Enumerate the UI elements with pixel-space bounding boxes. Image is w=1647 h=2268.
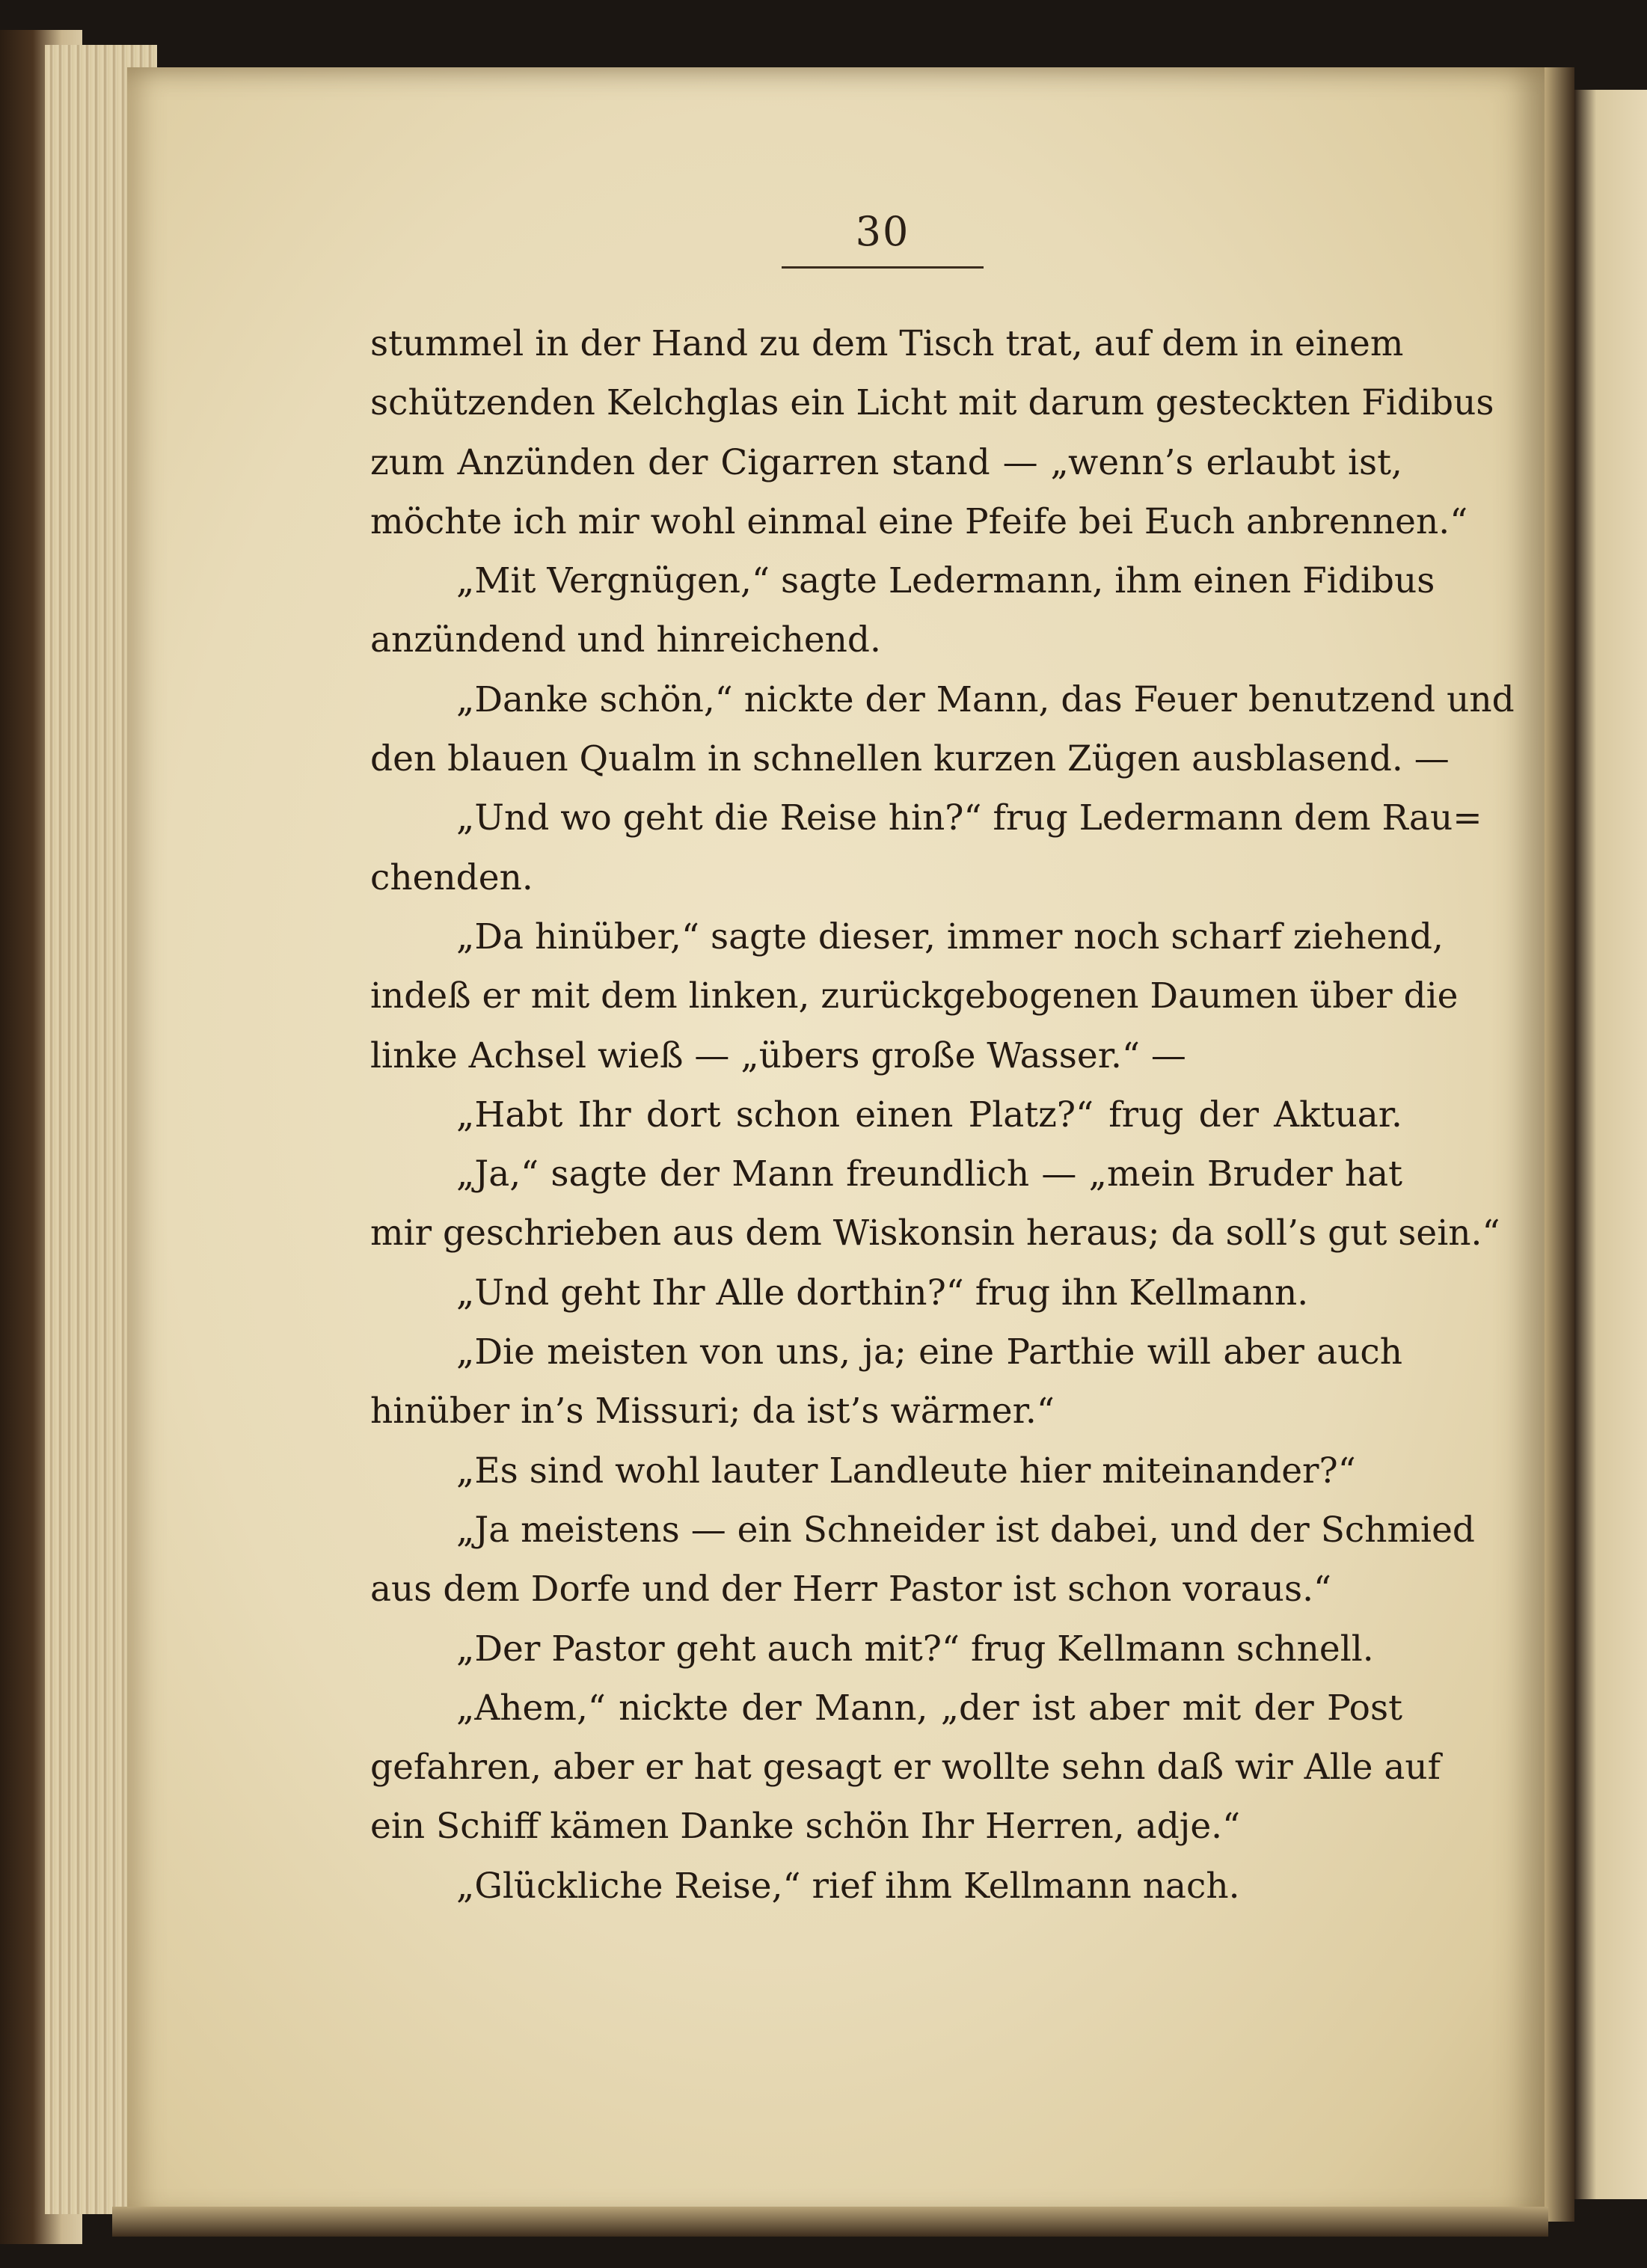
text-line: hinüber in’s Missuri; da ist’s wärmer.“	[370, 1391, 1055, 1432]
text-line: zum Anzünden der Cigarren stand — „wenn’s erlaubt ist,	[370, 441, 1402, 483]
facing-page-edge	[1574, 90, 1647, 2199]
text-line: „Ja,“ sagte der Mann freundlich — „mein Bruder hat	[456, 1153, 1402, 1195]
text-line: „Es sind wohl lauter Landleute hier miteinander?“	[456, 1450, 1356, 1492]
text-line: ein Schiff kämen Danke schön Ihr Herren, adje.“	[370, 1806, 1241, 1848]
text-line: möchte ich mir wohl einmal eine Pfeife bei Euch anbrennen.“	[370, 500, 1468, 542]
text-line: schützenden Kelchglas ein Licht mit darum gesteckten Fidibus	[370, 382, 1494, 424]
text-line: „Da hinüber,“ sagte dieser, immer noch scharf ziehend,	[456, 916, 1444, 957]
text-line: „Ahem,“ nickte der Mann, „der ist aber mit der Post	[456, 1687, 1402, 1729]
book-gutter	[1545, 67, 1574, 2222]
text-line: indeß er mit dem linken, zurückgebogenen Daumen über die	[370, 975, 1459, 1017]
text-line: „Und geht Ihr Alle dorthin?“ frug ihn Kellmann.	[456, 1272, 1309, 1314]
page-bottom-edge	[112, 2207, 1548, 2237]
text-line: chenden.	[370, 856, 533, 898]
text-line: gefahren, aber er hat gesagt er wollte sehn daß wir Alle auf	[370, 1747, 1441, 1789]
text-line: den blauen Qualm in schnellen kurzen Zügen ausblasend. —	[370, 738, 1450, 780]
text-line: aus dem Dorfe und der Herr Pastor ist schon voraus.“	[370, 1569, 1332, 1610]
text-line: „Und wo geht die Reise hin?“ frug Ledermann dem Rau=	[456, 797, 1482, 839]
text-line: „Glückliche Reise,“ rief ihm Kellmann nach.	[456, 1865, 1240, 1907]
header-rule	[782, 266, 984, 269]
text-line: „Die meisten von uns, ja; eine Parthie will aber auch	[456, 1331, 1402, 1373]
text-line: stummel in der Hand zu dem Tisch trat, auf dem in einem	[370, 323, 1404, 364]
text-line: mir geschrieben aus dem Wiskonsin heraus; da soll’s gut sein.“	[370, 1213, 1500, 1254]
body-text	[370, 314, 1515, 1916]
text-line: „Ja meistens — ein Schneider ist dabei, und der Schmied	[456, 1509, 1475, 1551]
text-line: „Habt Ihr dort schon einen Platz?“ frug der Aktuar.	[456, 1094, 1402, 1135]
page-number: 30	[855, 208, 910, 255]
text-line: „Mit Vergnügen,“ sagte Ledermann, ihm einen Fidibus	[456, 560, 1435, 602]
text-line: anzündend und hinreichend.	[370, 619, 881, 661]
text-line: „Der Pastor geht auch mit?“ frug Kellmann schnell.	[456, 1628, 1374, 1670]
text-line: linke Achsel wieß — „übers große Wasser.“ —	[370, 1035, 1186, 1076]
text-line: „Danke schön,“ nickte der Mann, das Feuer benutzend und	[456, 678, 1515, 720]
